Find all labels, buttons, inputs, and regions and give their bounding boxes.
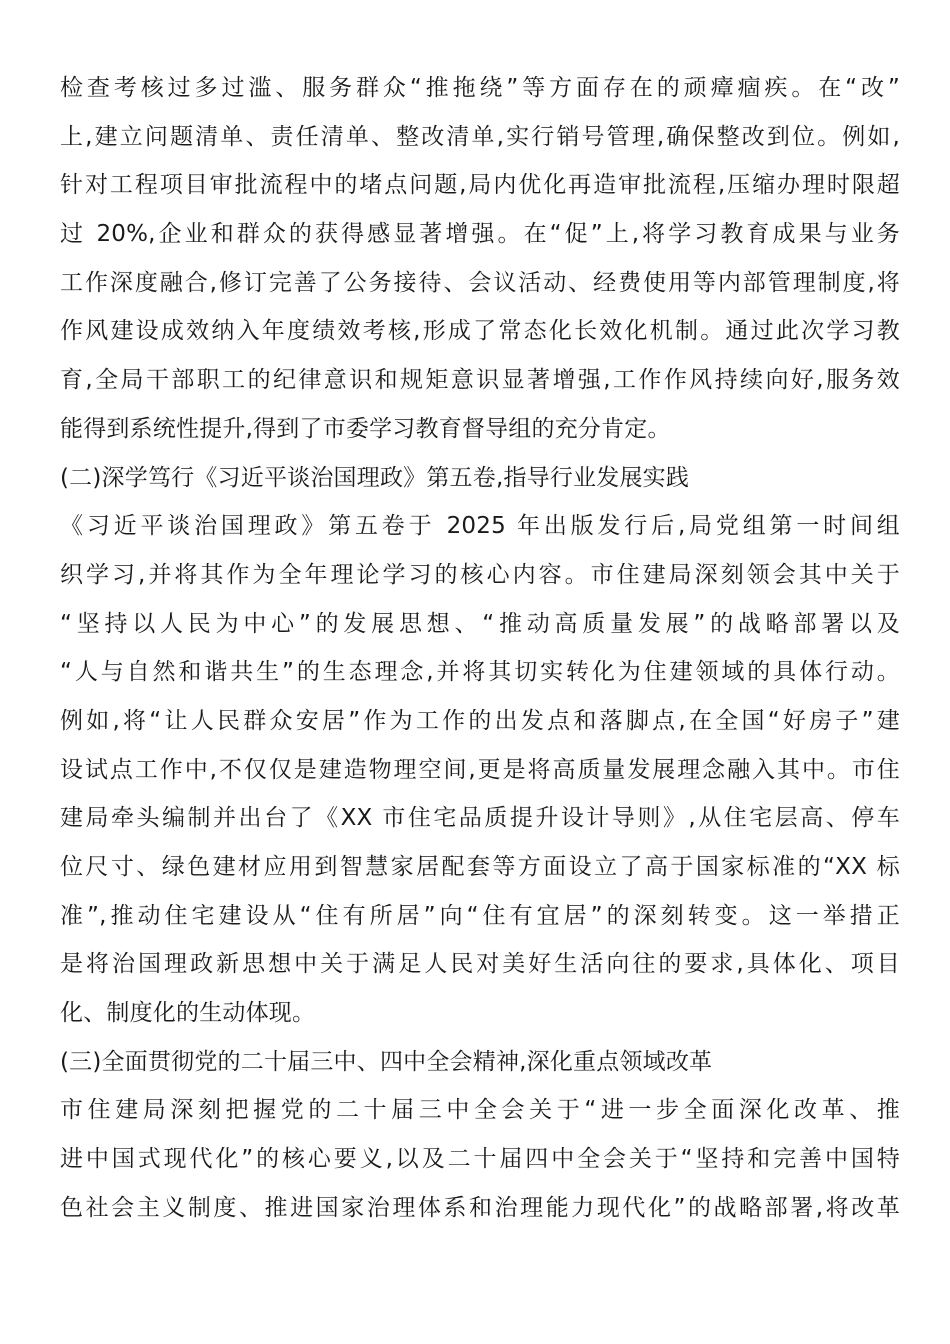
section-heading-3: (三)全面贯彻党的二十届三中、四中全会精神,深化重点领域改革 (60, 1048, 713, 1075)
text-line: 例如,将“让人民群众安居”作为工作的出发点和落脚点,在全国“好房子”建 (60, 707, 900, 734)
text-line: 设试点工作中,不仅仅是建造物理空间,更是将高质量发展理念融入其中。市住 (60, 756, 900, 783)
text-line: 能得到系统性提升,得到了市委学习教育督导组的充分肯定。 (60, 415, 671, 442)
text-line: 进中国式现代化”的核心要义,以及二十届四中全会关于“坚持和完善中国特 (60, 1146, 900, 1173)
text-line: “坚持以人民为中心”的发展思想、“推动高质量发展”的战略部署以及 (60, 610, 900, 637)
text-line: 作风建设成效纳入年度绩效考核,形成了常态化长效化机制。通过此次学习教 (60, 318, 900, 345)
text-line: 是将治国理政新思想中关于满足人民对美好生活向往的要求,具体化、项目 (60, 951, 900, 978)
text-line: 位尺寸、绿色建材应用到智慧家居配套等方面设立了高于国家标准的“XX 标 (60, 854, 900, 880)
text-line: 针对工程项目审批流程中的堵点问题,局内优化再造审批流程,压缩办理时限超 (60, 172, 900, 199)
text-line: 化、制度化的生动体现。 (60, 1000, 316, 1027)
text-line: 色社会主义制度、推进国家治理体系和治理能力现代化”的战略部署,将改革 (60, 1194, 900, 1221)
text-line: 检查考核过多过滥、服务群众“推拖绕”等方面存在的顽瘴痼疾。在“改” (60, 75, 900, 101)
text-line: 准”,推动住宅建设从“住有所居”向“住有宜居”的深刻转变。这一举措正 (60, 902, 900, 929)
text-line: 过 20%,企业和群众的获得感显著增强。在“促”上,将学习教育成果与业务 (60, 221, 900, 248)
text-line: 育,全局干部职工的纪律意识和规矩意识显著增强,工作作风持续向好,服务效 (60, 367, 900, 394)
text-line: 工作深度融合,修订完善了公务接待、会议活动、经费使用等内部管理制度,将 (60, 269, 900, 296)
text-line: “人与自然和谐共生”的生态理念,并将其切实转化为住建领域的具体行动。 (60, 659, 900, 686)
section-heading-2: (二)深学笃行《习近平谈治国理政》第五卷,指导行业发展实践 (60, 464, 690, 491)
text-line: 织学习,并将其作为全年理论学习的核心内容。市住建局深刻领会其中关于 (60, 561, 900, 588)
text-line: 《习近平谈治国理政》第五卷于 2025 年出版发行后,局党组第一时间组 (60, 513, 900, 540)
text-line: 市住建局深刻把握党的二十届三中全会关于“进一步全面深化改革、推 (60, 1097, 900, 1124)
document-body (60, 64, 900, 1233)
text-line: 建局牵头编制并出台了《XX 市住宅品质提升设计导则》,从住宅层高、停车 (60, 805, 900, 832)
text-line: 上,建立问题清单、责任清单、整改清单,实行销号管理,确保整改到位。例如, (60, 123, 900, 150)
